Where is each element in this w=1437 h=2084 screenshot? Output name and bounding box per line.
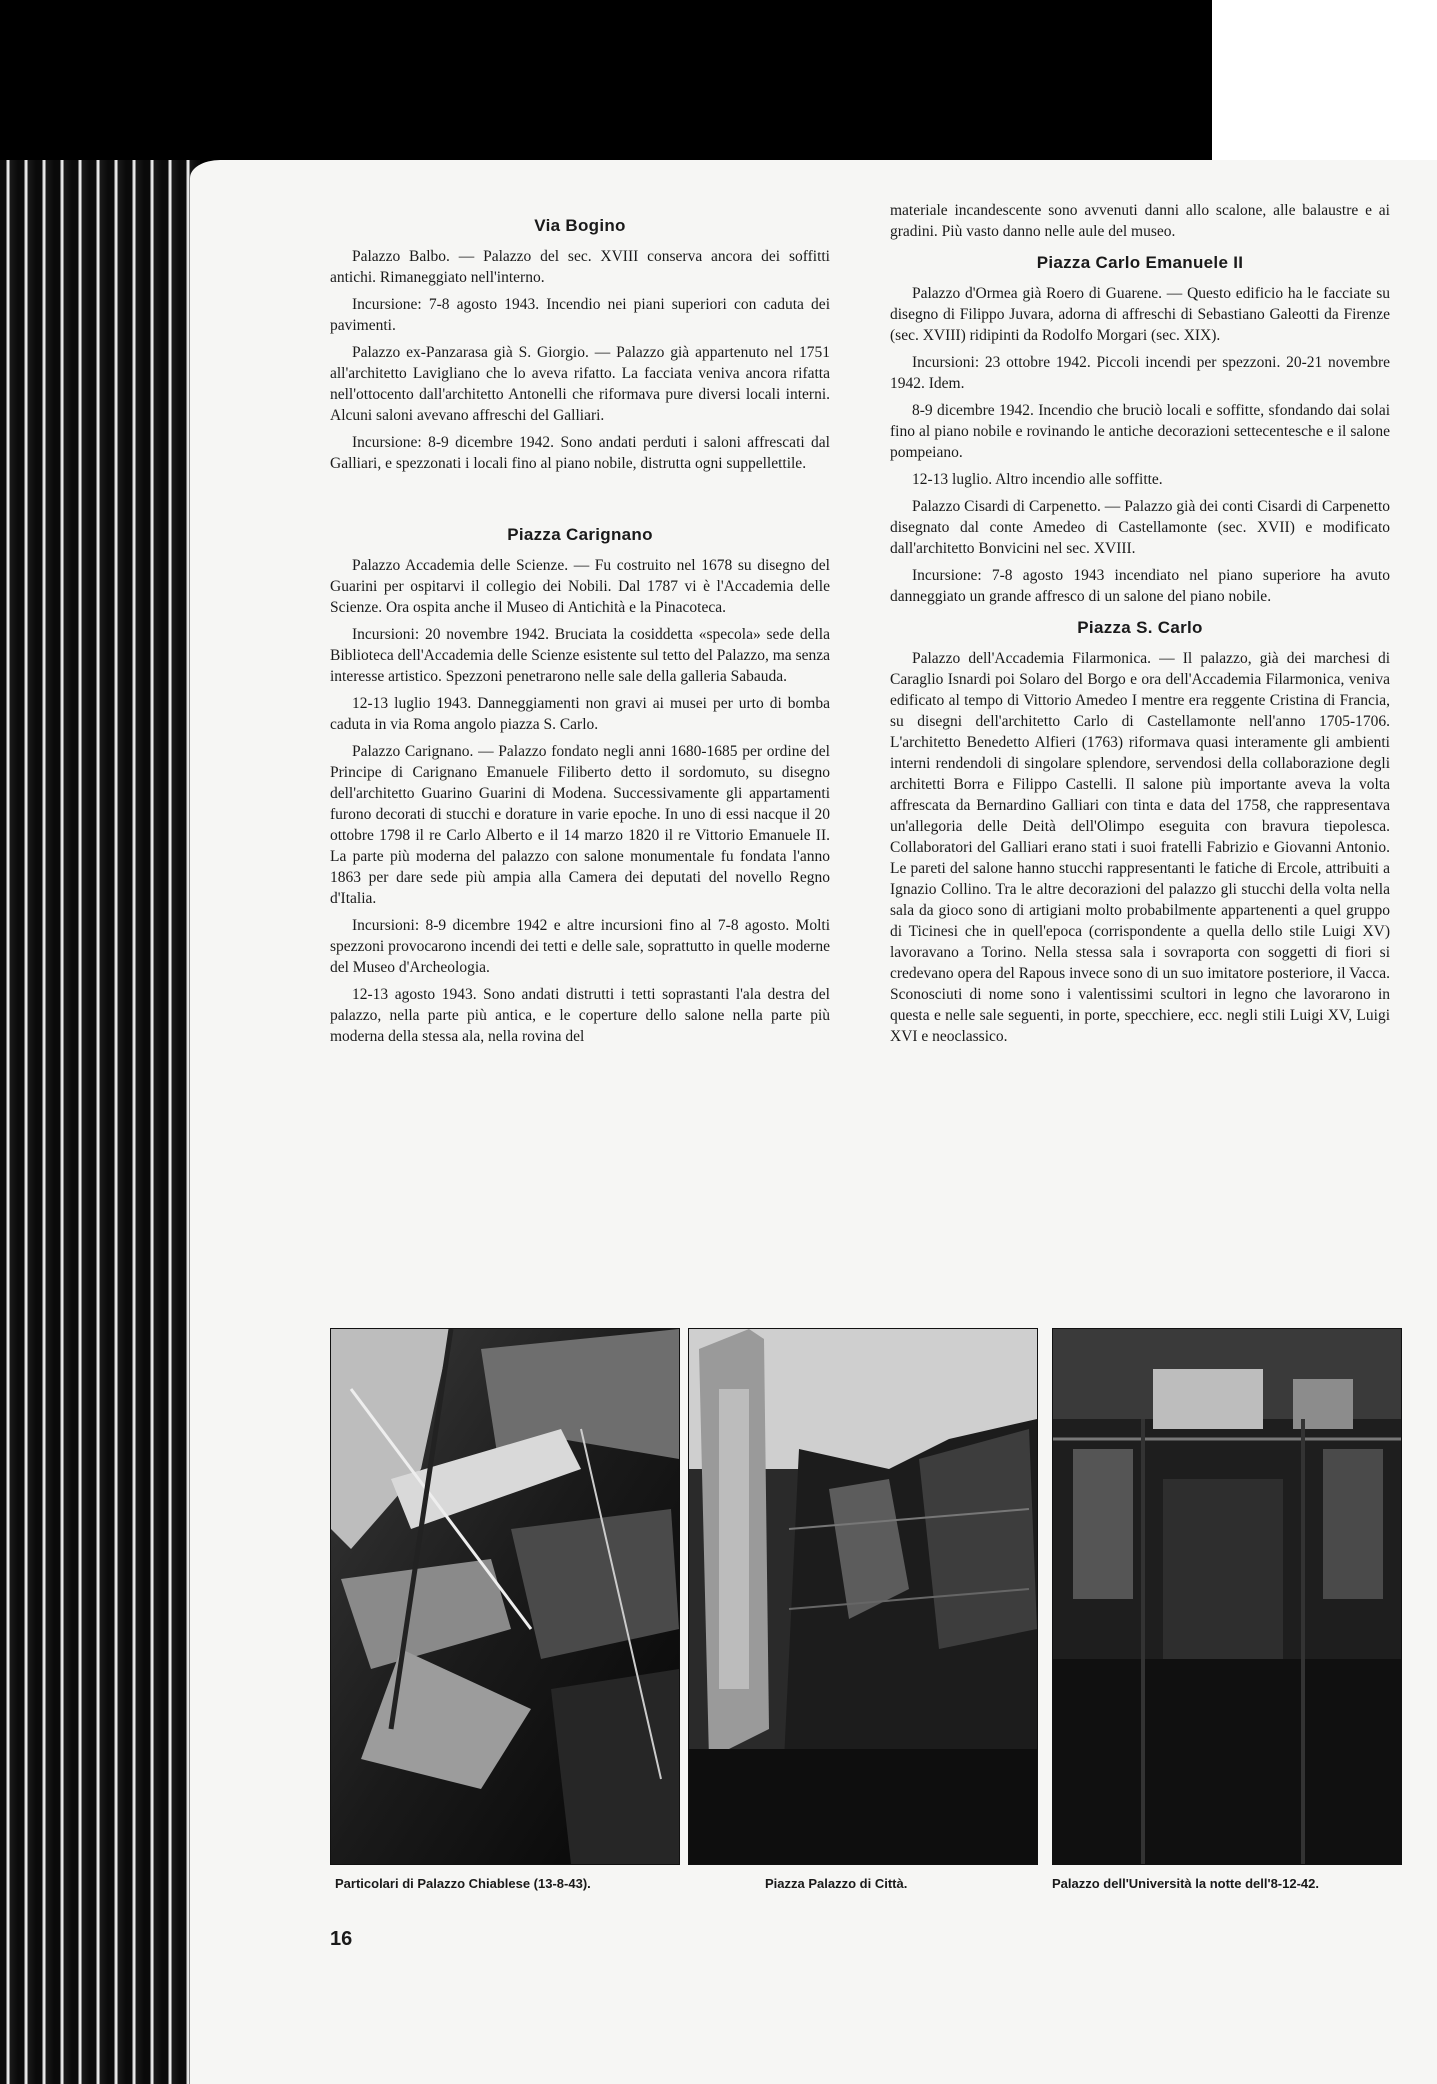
page-number: 16 [330,1928,353,1950]
paragraph: 12-13 luglio 1943. Danneggiamenti non gravi ai musei per urto di bomba caduta in via Roma angolo piazza S. Carlo. [330,695,830,733]
photo-strip [330,1328,1400,1863]
paragraph: Incursione: 7-8 agosto 1943. Incendio nei piani superiori con caduta dei pavimenti. [330,296,830,334]
paragraph: Palazzo Balbo. — Palazzo del sec. XVIII conserva ancora dei soffitti antichi. Rimaneggiato nell'interno. [330,248,830,286]
paragraph: Incursioni: 23 ottobre 1942. Piccoli incendi per spezzoni. 20-21 novembre 1942. Idem. [890,354,1390,392]
paragraph: Incursione: 7-8 agosto 1943 incendiato nel piano superiore ha avuto danneggiato un grande affresco di un salone del piano nobile. [890,567,1390,605]
paragraph: 12-13 luglio. Altro incendio alle soffitte. [912,471,1163,488]
paragraph: Incursioni: 8-9 dicembre 1942 e altre incursioni fino al 7-8 agosto. Molti spezzoni provocarono incendi dei tetti e delle sale, soprattutto in quelle moderne del Museo d'Archeologia. [330,917,830,976]
book-page-edges [0,160,200,2084]
paragraph-continuation: materiale incandescente sono avvenuti danni allo scalone, alle balaustre e ai gradini. Più vasto danno nelle aule del museo. [890,202,1390,240]
photo-caption: Particolari di Palazzo Chiablese (13-8-43). [335,1876,591,1891]
photo-caption: Piazza Palazzo di Città. [765,1876,908,1891]
tower-ruins-photo [688,1328,1038,1865]
right-column [890,200,1390,1053]
paragraph: Palazzo Carignano. — Palazzo fondato negli anni 1680-1685 per ordine del Principe di Carignano Emanuele Filiberto detto il sordomuto, su disegno dell'architetto Guarino Guarini di Modena. Successivamente gli appartamenti furono decorati di stucchi e dorature in varie epoche. In uno di essi nacque il 20 ottobre 1798 il re Carlo Alberto e il 14 marzo 1820 il re Vittorio Emanuele II. La parte più moderna del palazzo con salone monumentale fu fondata l'anno 1863 per dare sede più ampia alla Camera dei deputati del novello Regno d'Italia. [330,743,830,907]
paragraph: Incursioni: 20 novembre 1942. Bruciata la cosiddetta «specola» sede della Biblioteca dell'Accademia delle Scienze esistente sul tetto del Palazzo, ma senza interesse artistico. Spezzoni penetrarono nelle sale della galleria Sabauda. [330,626,830,685]
section-heading-piazza-carignano: Piazza Carignano [507,525,653,544]
paragraph: Palazzo dell'Accademia Filarmonica. — Il palazzo, già dei marchesi di Caraglio Isnardi poi Solaro del Borgo e ora dell'Accademia Filarmonica, veniva edificato al tempo di Vittorio Amedeo I mentre era reggente Cristina di Francia, su disegni dell'architetto Carlo di Castellamonte nell'anno 1705-1706. L'architetto Benedetto Alfieri (1763) riformava quasi interamente gli ambienti interni rendendoli di singolare splendore, servendosi della collaborazione degli architetti Borra e Filippo Castelli. Il salone più importante aveva la volta affrescata da Bernardino Galliari con tinta e data del 1758, che rappresentava un'allegoria delle Deità dell'Olimpo eseguita con bravura tiepolesca. Collaboratori del Galliari erano stati i suoi fratelli Fabrizio e Giovanni Antonio. Le pareti del salone hanno stucchi rappresentanti le fatiche di Ercole, attribuiti a Ignazio Collino. Tra le altre decorazioni del palazzo gli stucchi della volta nella sala da gioco sono di artigiani molto probabilmente appartenenti a quel gruppo di Ticinesi che in quell'epoca (corrispondente a quella dello stile Luigi XV) lavoravano a Torino. Nella stessa sala i sovraporta con soggetti di fiori si credevano opera del Rapous invece sono di un suo imitatore posteriore, il Vacca. Sconosciuti di nome sono i valentissimi scultori in legno che lavorarono in questa e nelle sale seguenti, in porte, specchiere, ecc. negli stili Luigi XV, Luigi XVI e neoclassico. [890,650,1390,1045]
photo-caption: Palazzo dell'Università la notte dell'8-12-42. [1052,1876,1319,1891]
paragraph: Palazzo ex-Panzarasa già S. Giorgio. — Palazzo già appartenuto nel 1751 all'architetto Lavigliano che lo aveva rifatto. La facciata veniva ancora rifatta nell'ottocento dall'architetto Antonelli che riformava pure diversi locali interni. Alcuni saloni avevano affreschi del Galliari. [330,344,830,424]
paragraph: 12-13 agosto 1943. Sono andati distrutti i tetti soprastanti l'ala destra del palazzo, nella parte più antica, e le coperture dello salone nella parte più moderna della stessa ala, nella rovina del [330,986,830,1045]
paragraph: 8-9 dicembre 1942. Incendio che bruciò locali e soffitte, sfondando dai solai fino al piano nobile e rovinando le antiche decorazioni settecentesche e il salone pompeiano. [890,402,1390,461]
paragraph: Palazzo d'Ormea già Roero di Guarene. — Questo edificio ha le facciate su disegno di Filippo Juvara, adorna di affreschi di Sebastiano Galeotti da Firenze (sec. XVIII) ridipinti da Rodolfo Morgari (sec. XIX). [890,285,1390,344]
burnt-hall-photo [1052,1328,1402,1865]
paragraph: Palazzo Cisardi di Carpenetto. — Palazzo già dei conti Cisardi di Carpenetto disegnato dal conte Amedeo di Castellamonte (sec. XVII) e modificato dall'architetto Bonvicini nel sec. XVIII. [890,498,1390,557]
paragraph: Incursione: 8-9 dicembre 1942. Sono andati perduti i saloni affrescati dal Galliari, e spezzonati i locali fino al piano nobile, distrutta ogni suppellettile. [330,434,830,472]
section-heading-piazza-s-carlo: Piazza S. Carlo [1077,618,1203,637]
paragraph: Palazzo Accademia delle Scienze. — Fu costruito nel 1678 su disegno del Guarini per ospitarvi il collegio dei Nobili. Dal 1787 vi è l'Accademia delle Scienze. Ora ospita anche il Museo di Antichità e la Pinacoteca. [330,557,830,616]
section-heading-via-bogino: Via Bogino [534,216,626,235]
section-heading-piazza-carlo-emanuele: Piazza Carlo Emanuele II [1036,253,1244,272]
ruins-photo [330,1328,680,1865]
scan-background [1212,0,1437,160]
left-column [330,205,830,1053]
